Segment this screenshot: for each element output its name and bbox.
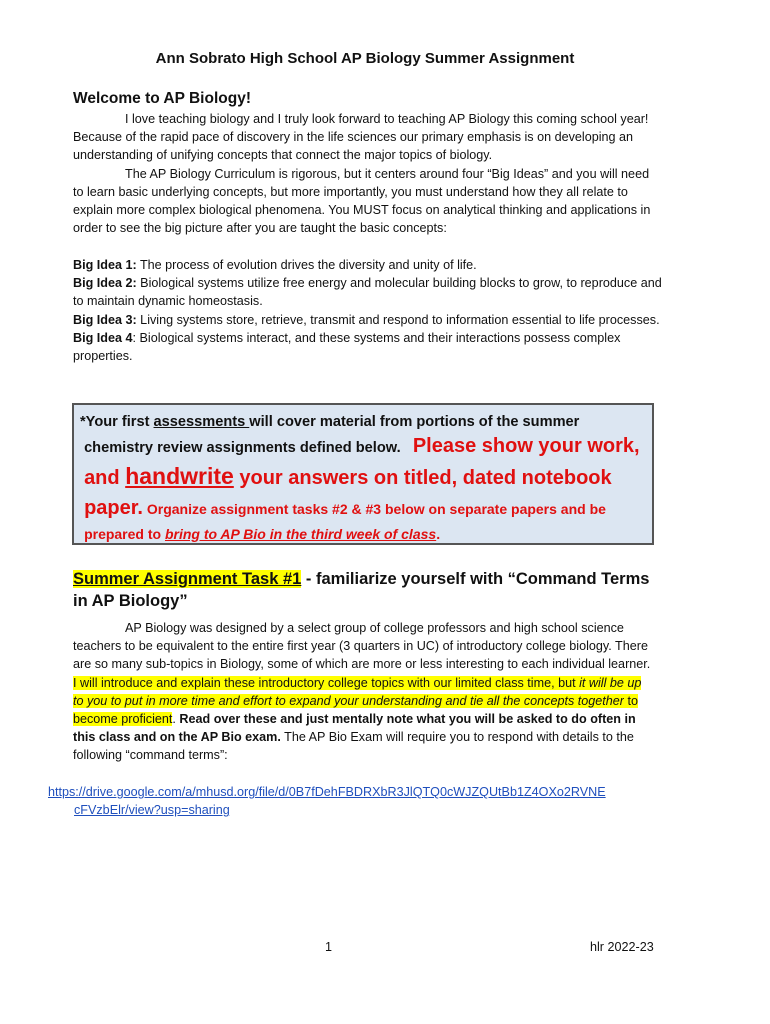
intro-paragraph-1: I love teaching biology and I truly look forward to teaching AP Biology this coming school year! Because of the rapid pace of discovery in the life sciences our primary emphasis is on developing an understanding of unifying concepts that connect the major topics of biology. (73, 112, 649, 163)
welcome-heading: Welcome to AP Biology! (73, 90, 251, 107)
notice-line-2: chemistry review assignments defined below. Please show your work, (84, 435, 640, 457)
big-idea-3: Big Idea 3: Living systems store, retrieve, transmit and respond to information essential to life processes. (73, 312, 660, 327)
big-idea-1: Big Idea 1: The process of evolution drives the diversity and unity of life. (73, 258, 477, 272)
intro-paragraph-2: The AP Biology Curriculum is rigorous, but it centers around four “Big Ideas” and you will need to learn basic underlying concepts, but more importantly, you must understand how they all relate to explain more complex biological phenomena. You MUST focus on analytical thinking and applications in order to see the big picture after you are taught the basic concepts: (73, 166, 651, 236)
notice-line-3: and handwrite your answers on titled, dated notebook (84, 463, 612, 489)
assessment-notice-box (72, 403, 654, 545)
page-number: 1 (325, 940, 333, 954)
command-terms-link[interactable]: https://drive.google.com/a/mhusd.org/file/d/0B7fDehFBDRXbR3JlQTQ0cWJZQUtBb1Z4OXo2RVNE cFVzbElr/view?usp=sharing (48, 785, 606, 818)
task-1-paragraph: AP Biology was designed by a select group of college professors and high school science teachers to be equivalent to the entire first year (3 quarters in UC) of introductory college biology. There are so many sub-topics in Biology, some of which are more or less interesting to each individual learner. I will introduce and explain these introductory college topics with our limited class time, but it will be up to you to put in more time and effort to expand your understanding and tie all the concepts together to become proficient. Read over these and just mentally note what you will be asked to do often in this class and on the AP Bio exam. The AP Bio Exam will require you to respond with details to the following “command terms”: (73, 621, 651, 763)
task-1-heading: Summer Assignment Task #1 - familiarize yourself with “Command Terms in AP Biology” (73, 570, 650, 610)
notice-line-5: prepared to bring to AP Bio in the third week of class. (84, 526, 441, 542)
notice-line-4: paper. Organize assignment tasks #2 & #3 below on separate papers and be (84, 497, 606, 519)
big-idea-4: Big Idea 4: Biological systems interact, and these systems and their interactions possess complex properties. (73, 330, 621, 364)
intro-text (73, 110, 663, 237)
big-idea-2: Big Idea 2: Biological systems utilize free energy and molecular building blocks to grow, to reproduce and to maintain dynamic homeostasis. (73, 276, 662, 309)
page-title: Ann Sobrato High School AP Biology Summer Assignment (155, 50, 575, 67)
big-ideas-list (73, 256, 663, 365)
notice-line-1: *Your first assessments will cover material from portions of the summer (80, 414, 580, 430)
footer-label: hlr 2022-23 (590, 940, 654, 954)
